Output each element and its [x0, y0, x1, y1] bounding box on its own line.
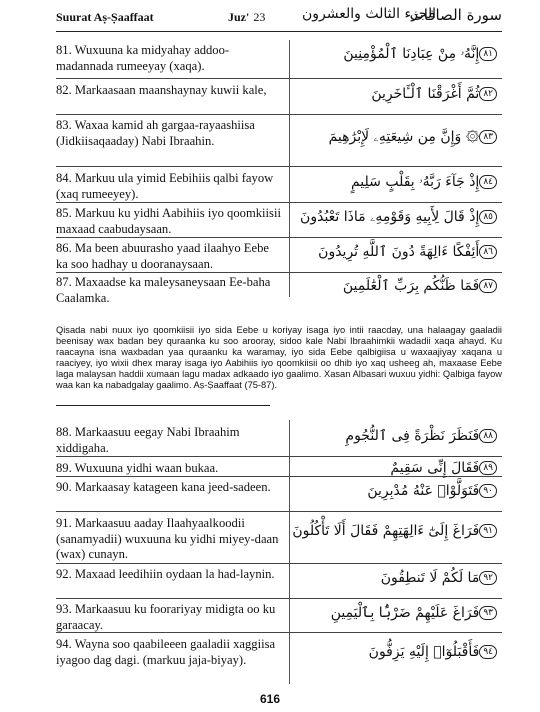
- verse-arabic-text: فَرَاغَ عَلَيْهِمْ ضَرْبًۢا بِٱلْيَمِينِ: [330, 605, 480, 621]
- verse-number-mark: ٩٠: [479, 484, 497, 498]
- surah-title: Suurat Aṣ-Ṣaaffaat: [56, 10, 154, 24]
- verse-number-mark: ٩١: [479, 524, 497, 538]
- verse-arabic-text: إِنَّهُۥ مِنْ عِبَادِنَا ٱلْمُؤْمِنِينَ: [343, 46, 480, 62]
- arabic-juz-title: الجزء الثالث والعشرون: [302, 6, 436, 22]
- verse-arabic-text: فَنَظَرَ نَظْرَةً فِى ٱلنُّجُومِ: [345, 428, 480, 444]
- verse-number-mark: ٨٣: [479, 130, 497, 144]
- verse-somali: 83. Waxaa kamid ah gargaa-rayaashiisa (Jidkiisaqaaday) Nabi Ibraahin.: [56, 118, 255, 148]
- verse-row-86: [56, 240, 502, 273]
- verse-row-90: [56, 479, 502, 512]
- juz-label-text: Juz': [228, 10, 250, 24]
- verse-arabic-text: مَا لَكُمْ لَا تَنطِقُونَ: [380, 570, 480, 586]
- page-header: [56, 6, 502, 30]
- verse-number-mark: ٨٤: [479, 175, 497, 189]
- verse-row-81: [56, 42, 502, 79]
- verse-number-mark: ٨٦: [479, 245, 497, 259]
- verse-arabic: [292, 568, 500, 588]
- header-rule: [56, 31, 502, 32]
- verse-number-mark: ٨٢: [479, 87, 497, 101]
- verse-row-83: [56, 117, 502, 167]
- verse-row-92: [56, 566, 502, 599]
- verse-arabic: [292, 426, 500, 446]
- verse-row-87: [56, 274, 502, 306]
- verse-number-mark: ٩٤: [479, 645, 497, 659]
- verse-somali: 93. Markaasuu ku foorariyay midigta oo ku garaacay.: [56, 602, 276, 632]
- verse-somali: 92. Maxaad leedihiin oydaan la had-laynin.: [56, 567, 275, 581]
- verse-arabic: [292, 127, 500, 147]
- verse-arabic-text: ثُمَّ أَغْرَقْنَا ٱلْـَٔاخَرِينَ: [371, 86, 480, 102]
- verse-arabic-text: فَتَوَلَّوْا۟ عَنْهُ مُدْبِرِينَ: [367, 483, 480, 499]
- verse-somali: 85. Markuu ku yidhi Aabihiis iyo qoomkiisii maxaad caabudaysaan.: [56, 206, 281, 236]
- verse-row-91: [56, 515, 502, 564]
- verse-row-94: [56, 636, 502, 684]
- verse-arabic: [292, 521, 500, 541]
- verse-somali: 81. Wuxuuna ka midyahay addoo-madannada rumeeyay (xaqa).: [56, 43, 230, 73]
- verse-arabic: [292, 44, 500, 64]
- verse-arabic: [292, 642, 500, 662]
- verse-somali: 88. Markaasuu eegay Nabi Ibraahim xiddigaha.: [56, 425, 240, 455]
- verse-arabic: [292, 84, 500, 104]
- verse-somali: 89. Wuxuuna yidhi waan bukaa.: [56, 461, 219, 475]
- verse-arabic: [292, 458, 500, 478]
- verse-number-mark: ٨١: [479, 47, 497, 61]
- verse-arabic-text: فَمَا ظَنُّكُم بِرَبِّ ٱلْعَٰلَمِينَ: [342, 278, 480, 294]
- verse-arabic: [292, 242, 500, 262]
- verse-arabic: [292, 603, 500, 623]
- juz-number: 23: [253, 10, 266, 24]
- verse-somali: 91. Markaasuu aaday Ilaahyaalkoodii (sanamyadii) wuxuuna ku yidhi miyey-daan (wax) cunayn.: [56, 516, 279, 561]
- verse-somali: 90. Markaasay katageen kana jeed-sadeen.: [56, 480, 271, 494]
- verse-somali: 94. Wayna soo qaabileeen gaaladii xaggiisa iyagoo dag dagi. (markuu jaja-biyay).: [56, 637, 276, 667]
- verse-arabic-text: فَرَاغَ إِلَىٰٓ ءَالِهَتِهِمْ فَقَالَ أَلَا تَأْكُلُونَ: [292, 523, 480, 539]
- verse-row-84: [56, 170, 502, 203]
- verse-arabic-text: فَقَالَ إِنِّى سَقِيمٌ: [390, 460, 480, 476]
- verse-row-88: [56, 424, 502, 457]
- verse-somali: 84. Markuu ula yimid Eebihiis qalbi fayow (xaq rumeeyey).: [56, 171, 274, 201]
- verse-arabic-text: ۞ وَإِنَّ مِن شِيعَتِهِۦ لَإِبْرَٰهِيمَ: [328, 129, 480, 145]
- verse-arabic: [292, 276, 500, 296]
- verse-number-mark: ٩٢: [479, 571, 497, 585]
- verse-row-89: [56, 460, 502, 477]
- arabic-surah-title: سورة الصافات: [409, 6, 502, 24]
- page-number: 616: [259, 692, 281, 706]
- verse-number-mark: ٨٨: [479, 429, 497, 443]
- verse-number-mark: ٨٩: [479, 461, 497, 475]
- verse-row-93: [56, 601, 502, 633]
- verse-number-mark: ٩٣: [479, 606, 497, 620]
- verse-arabic-text: إِذْ قَالَ لِأَبِيهِ وَقَوْمِهِۦ مَاذَا تَعْبُدُونَ: [300, 209, 480, 225]
- verse-arabic-text: إِذْ جَآءَ رَبَّهُۥ بِقَلْبٍ سَلِيمٍ: [350, 174, 480, 190]
- verse-arabic-text: أَئِفْكًا ءَالِهَةً دُونَ ٱللَّهِ تُرِيدُونَ: [318, 244, 480, 260]
- verse-arabic: [292, 172, 500, 192]
- section-separator-rule: [56, 405, 270, 406]
- verse-somali: 82. Markaasaan maanshaynay kuwii kale,: [56, 83, 267, 97]
- verse-arabic-text: فَأَقْبَلُوٓا۟ إِلَيْهِ يَزِفُّونَ: [368, 644, 480, 660]
- verse-arabic: [292, 481, 500, 501]
- verse-number-mark: ٨٧: [479, 279, 497, 293]
- commentary-paragraph: Qisada nabi nuux iyo qoomkiisii iyo sida Eebe u koriyay isaga iyo intii raacday, una halaagay gaaladii beenisay wax badan bey quraanka ku soo arooray, sidoo kale Nabi Ibraahimkii wadadii xaqa ahayd. Ku raacayna isna waxbadan yaa quraanku ka waramay, iyo sida Eebe qalbigiisa u waxaajiyay xaqana u raaciyey, iyo wixii dhex maray isaga iyo Aabihiis iyo qoomkiisii oo dhib iyo xaq usheeg ah, maxaase Eebe laga malaysan haddii xumaan lagu madax adkaado iyo gaalimo. Xasan Albasari wuxuu yidhi: Qalbiga fayow waa kan ka nabadgalay gaalimo. Aṣ-Ṣaaffaat (75-87).: [56, 325, 502, 390]
- verse-somali: 86. Ma been abuurasho yaad ilaahyo Eebe ka soo hadhay u dooranaysaan.: [56, 241, 269, 271]
- verse-row-85: [56, 205, 502, 238]
- verse-number-mark: ٨٥: [479, 210, 497, 224]
- verse-row-82: [56, 82, 502, 115]
- verse-somali: 87. Maxaadse ka maleysaneysaan Ee-baha Caalamka.: [56, 275, 271, 305]
- juz-label: [228, 10, 265, 25]
- verse-arabic: [292, 207, 500, 227]
